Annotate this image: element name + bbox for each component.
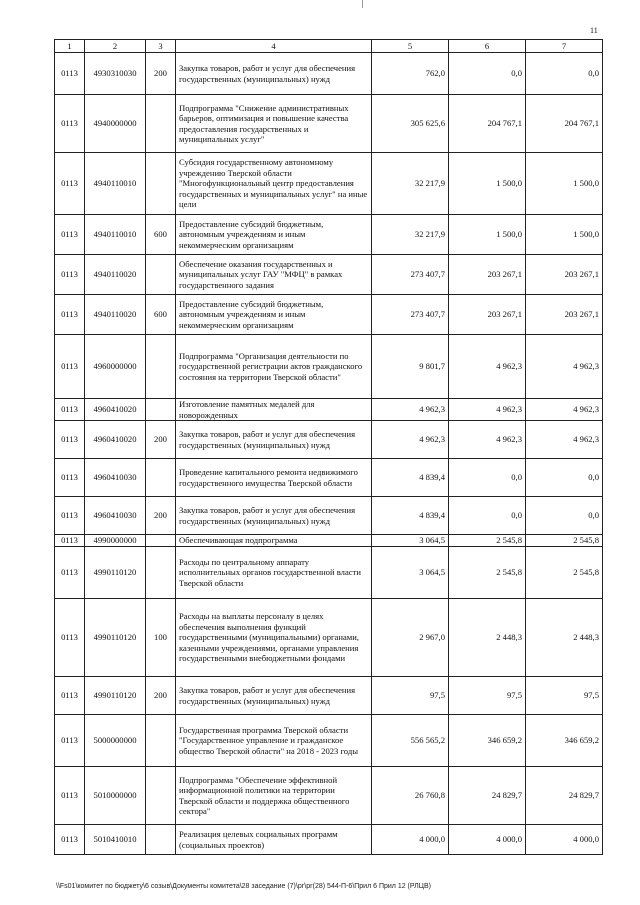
amount-2019-cell: 2 545,8: [449, 547, 526, 599]
code-section-cell: 0113: [55, 53, 85, 95]
description-cell: Подпрограмма "Обеспечение эффективной информационной политики на территории Тверской области и поддержка общественного сектора": [176, 767, 372, 825]
amount-2018-cell: 556 565,2: [372, 715, 449, 767]
table-row: [55, 153, 603, 215]
expense-type-cell: [146, 767, 176, 825]
expense-type-cell: [146, 95, 176, 153]
code-section-cell: 0113: [55, 497, 85, 535]
target-article-cell: 5010410010: [85, 825, 146, 855]
expense-type-cell: [146, 335, 176, 399]
amount-2018-cell: 3 064,5: [372, 547, 449, 599]
expense-type-cell: 200: [146, 421, 176, 459]
description-cell: Обеспечение оказания государственных и муниципальных услуг ГАУ "МФЦ" в рамках государственного задания: [176, 255, 372, 295]
amount-2020-cell: 204 767,1: [526, 95, 603, 153]
description-cell: Расходы на выплаты персоналу в целях обеспечения выполнения функций государственными (муниципальными) органами, казенными учреждениями, органами управления государственными внебюджетными фондами: [176, 599, 372, 677]
amount-2020-cell: 2 545,8: [526, 547, 603, 599]
expense-type-cell: [146, 153, 176, 215]
table-body: [55, 53, 603, 855]
expense-type-cell: 200: [146, 53, 176, 95]
table-row: [55, 295, 603, 335]
header-col-3: 3: [146, 40, 176, 53]
description-cell: Обеспечивающая подпрограмма: [176, 535, 372, 547]
description-cell: Субсидия государственному автономному учреждению Тверской области "Многофункциональный центр предоставления государственных и муниципальных услуг" на иные цели: [176, 153, 372, 215]
code-section-cell: 0113: [55, 421, 85, 459]
code-section-cell: 0113: [55, 767, 85, 825]
target-article-cell: 5010000000: [85, 767, 146, 825]
header-col-2: 2: [85, 40, 146, 53]
header-row: [55, 40, 603, 53]
amount-2019-cell: 0,0: [449, 459, 526, 497]
amount-2020-cell: 97,5: [526, 677, 603, 715]
amount-2019-cell: 24 829,7: [449, 767, 526, 825]
target-article-cell: 4940110020: [85, 295, 146, 335]
amount-2018-cell: 32 217,9: [372, 153, 449, 215]
footer-file-path: \\Fs01\комитет по бюджету\6 созыв\Документы комитета\28 заседание (7)\рг\рг(28) 544-П-6\Прил 6 Прил 12 (РЛЦВ): [56, 883, 431, 890]
target-article-cell: 4960410030: [85, 459, 146, 497]
code-section-cell: 0113: [55, 535, 85, 547]
table-row: [55, 547, 603, 599]
table-row: [55, 255, 603, 295]
expense-type-cell: [146, 535, 176, 547]
header-col-7: 7: [526, 40, 603, 53]
header-col-1: 1: [55, 40, 85, 53]
target-article-cell: 4940110010: [85, 153, 146, 215]
amount-2020-cell: 346 659,2: [526, 715, 603, 767]
expense-type-cell: [146, 459, 176, 497]
table-row: [55, 767, 603, 825]
code-section-cell: 0113: [55, 399, 85, 421]
expense-type-cell: 200: [146, 677, 176, 715]
amount-2018-cell: 4 962,3: [372, 421, 449, 459]
expense-type-cell: [146, 547, 176, 599]
code-section-cell: 0113: [55, 715, 85, 767]
code-section-cell: 0113: [55, 677, 85, 715]
amount-2020-cell: 203 267,1: [526, 255, 603, 295]
code-section-cell: 0113: [55, 459, 85, 497]
amount-2018-cell: 97,5: [372, 677, 449, 715]
target-article-cell: 5000000000: [85, 715, 146, 767]
code-section-cell: 0113: [55, 599, 85, 677]
table-row: [55, 599, 603, 677]
amount-2020-cell: 0,0: [526, 53, 603, 95]
amount-2018-cell: 762,0: [372, 53, 449, 95]
target-article-cell: 4990000000: [85, 535, 146, 547]
amount-2018-cell: 273 407,7: [372, 255, 449, 295]
code-section-cell: 0113: [55, 295, 85, 335]
scan-mark: [362, 0, 363, 8]
header-col-6: 6: [449, 40, 526, 53]
target-article-cell: 4990110120: [85, 677, 146, 715]
amount-2018-cell: 4 839,4: [372, 459, 449, 497]
table-row: [55, 215, 603, 255]
expense-type-cell: 600: [146, 215, 176, 255]
budget-table: [54, 39, 603, 855]
amount-2020-cell: 2 545,8: [526, 535, 603, 547]
description-cell: Изготовление памятных медалей для новорожденных: [176, 399, 372, 421]
amount-2020-cell: 203 267,1: [526, 295, 603, 335]
amount-2020-cell: 4 962,3: [526, 421, 603, 459]
code-section-cell: 0113: [55, 153, 85, 215]
code-section-cell: 0113: [55, 547, 85, 599]
expense-type-cell: [146, 825, 176, 855]
table-row: [55, 497, 603, 535]
expense-type-cell: [146, 399, 176, 421]
amount-2020-cell: 24 829,7: [526, 767, 603, 825]
code-section-cell: 0113: [55, 825, 85, 855]
amount-2019-cell: 0,0: [449, 53, 526, 95]
target-article-cell: 4930310030: [85, 53, 146, 95]
description-cell: Подпрограмма "Снижение административных барьеров, оптимизация и повышение качества предоставления государственных и муниципальных услуг": [176, 95, 372, 153]
description-cell: Проведение капитального ремонта недвижимого государственного имущества Тверской области: [176, 459, 372, 497]
table-row: [55, 677, 603, 715]
table-row: [55, 53, 603, 95]
amount-2020-cell: 4 962,3: [526, 399, 603, 421]
description-cell: Предоставление субсидий бюджетным, автономным учреждениям и иным некоммерческим организациям: [176, 295, 372, 335]
header-col-5: 5: [372, 40, 449, 53]
target-article-cell: 4940110020: [85, 255, 146, 295]
description-cell: Закупка товаров, работ и услуг для обеспечения государственных (муниципальных) нужд: [176, 677, 372, 715]
description-cell: Расходы по центральному аппарату исполнительных органов государственной власти Тверской области: [176, 547, 372, 599]
table-row: [55, 825, 603, 855]
amount-2018-cell: 305 625,6: [372, 95, 449, 153]
amount-2019-cell: 2 448,3: [449, 599, 526, 677]
code-section-cell: 0113: [55, 255, 85, 295]
amount-2020-cell: 0,0: [526, 459, 603, 497]
amount-2018-cell: 4 839,4: [372, 497, 449, 535]
amount-2020-cell: 4 000,0: [526, 825, 603, 855]
amount-2019-cell: 203 267,1: [449, 255, 526, 295]
amount-2018-cell: 26 760,8: [372, 767, 449, 825]
page-number: 11: [590, 26, 598, 35]
table-row: [55, 95, 603, 153]
target-article-cell: 4940000000: [85, 95, 146, 153]
amount-2018-cell: 4 962,3: [372, 399, 449, 421]
expense-type-cell: 100: [146, 599, 176, 677]
amount-2019-cell: 4 962,3: [449, 335, 526, 399]
amount-2019-cell: 4 962,3: [449, 399, 526, 421]
amount-2019-cell: 204 767,1: [449, 95, 526, 153]
amount-2019-cell: 0,0: [449, 497, 526, 535]
code-section-cell: 0113: [55, 215, 85, 255]
amount-2020-cell: 2 448,3: [526, 599, 603, 677]
description-cell: Закупка товаров, работ и услуг для обеспечения государственных (муниципальных) нужд: [176, 53, 372, 95]
amount-2019-cell: 4 000,0: [449, 825, 526, 855]
target-article-cell: 4960410020: [85, 421, 146, 459]
expense-type-cell: 200: [146, 497, 176, 535]
header-col-4: 4: [176, 40, 372, 53]
table-row: [55, 459, 603, 497]
amount-2019-cell: 203 267,1: [449, 295, 526, 335]
amount-2018-cell: 9 801,7: [372, 335, 449, 399]
amount-2019-cell: 1 500,0: [449, 215, 526, 255]
target-article-cell: 4940110010: [85, 215, 146, 255]
table-row: [55, 399, 603, 421]
table-row: [55, 421, 603, 459]
target-article-cell: 4990110120: [85, 547, 146, 599]
expense-type-cell: [146, 715, 176, 767]
amount-2018-cell: 273 407,7: [372, 295, 449, 335]
target-article-cell: 4990110120: [85, 599, 146, 677]
amount-2019-cell: 346 659,2: [449, 715, 526, 767]
amount-2020-cell: 4 962,3: [526, 335, 603, 399]
description-cell: Реализация целевых социальных программ (социальных проектов): [176, 825, 372, 855]
description-cell: Государственная программа Тверской области "Государственное управление и гражданское общество Тверской области" на 2018 - 2023 годы: [176, 715, 372, 767]
description-cell: Закупка товаров, работ и услуг для обеспечения государственных (муниципальных) нужд: [176, 421, 372, 459]
amount-2018-cell: 4 000,0: [372, 825, 449, 855]
amount-2019-cell: 2 545,8: [449, 535, 526, 547]
amount-2020-cell: 1 500,0: [526, 153, 603, 215]
description-cell: Закупка товаров, работ и услуг для обеспечения государственных (муниципальных) нужд: [176, 497, 372, 535]
amount-2019-cell: 4 962,3: [449, 421, 526, 459]
amount-2020-cell: 1 500,0: [526, 215, 603, 255]
amount-2018-cell: 3 064,5: [372, 535, 449, 547]
expense-type-cell: [146, 255, 176, 295]
expense-type-cell: 600: [146, 295, 176, 335]
amount-2019-cell: 97,5: [449, 677, 526, 715]
target-article-cell: 4960410020: [85, 399, 146, 421]
code-section-cell: 0113: [55, 95, 85, 153]
table-row: [55, 535, 603, 547]
table-row: [55, 715, 603, 767]
code-section-cell: 0113: [55, 335, 85, 399]
description-cell: Подпрограмма "Организация деятельности по государственной регистрации актов гражданского состояния на территории Тверской области": [176, 335, 372, 399]
amount-2019-cell: 1 500,0: [449, 153, 526, 215]
description-cell: Предоставление субсидий бюджетным, автономным учреждениям и иным некоммерческим организациям: [176, 215, 372, 255]
amount-2020-cell: 0,0: [526, 497, 603, 535]
amount-2018-cell: 32 217,9: [372, 215, 449, 255]
target-article-cell: 4960410030: [85, 497, 146, 535]
table-row: [55, 335, 603, 399]
target-article-cell: 4960000000: [85, 335, 146, 399]
amount-2018-cell: 2 967,0: [372, 599, 449, 677]
